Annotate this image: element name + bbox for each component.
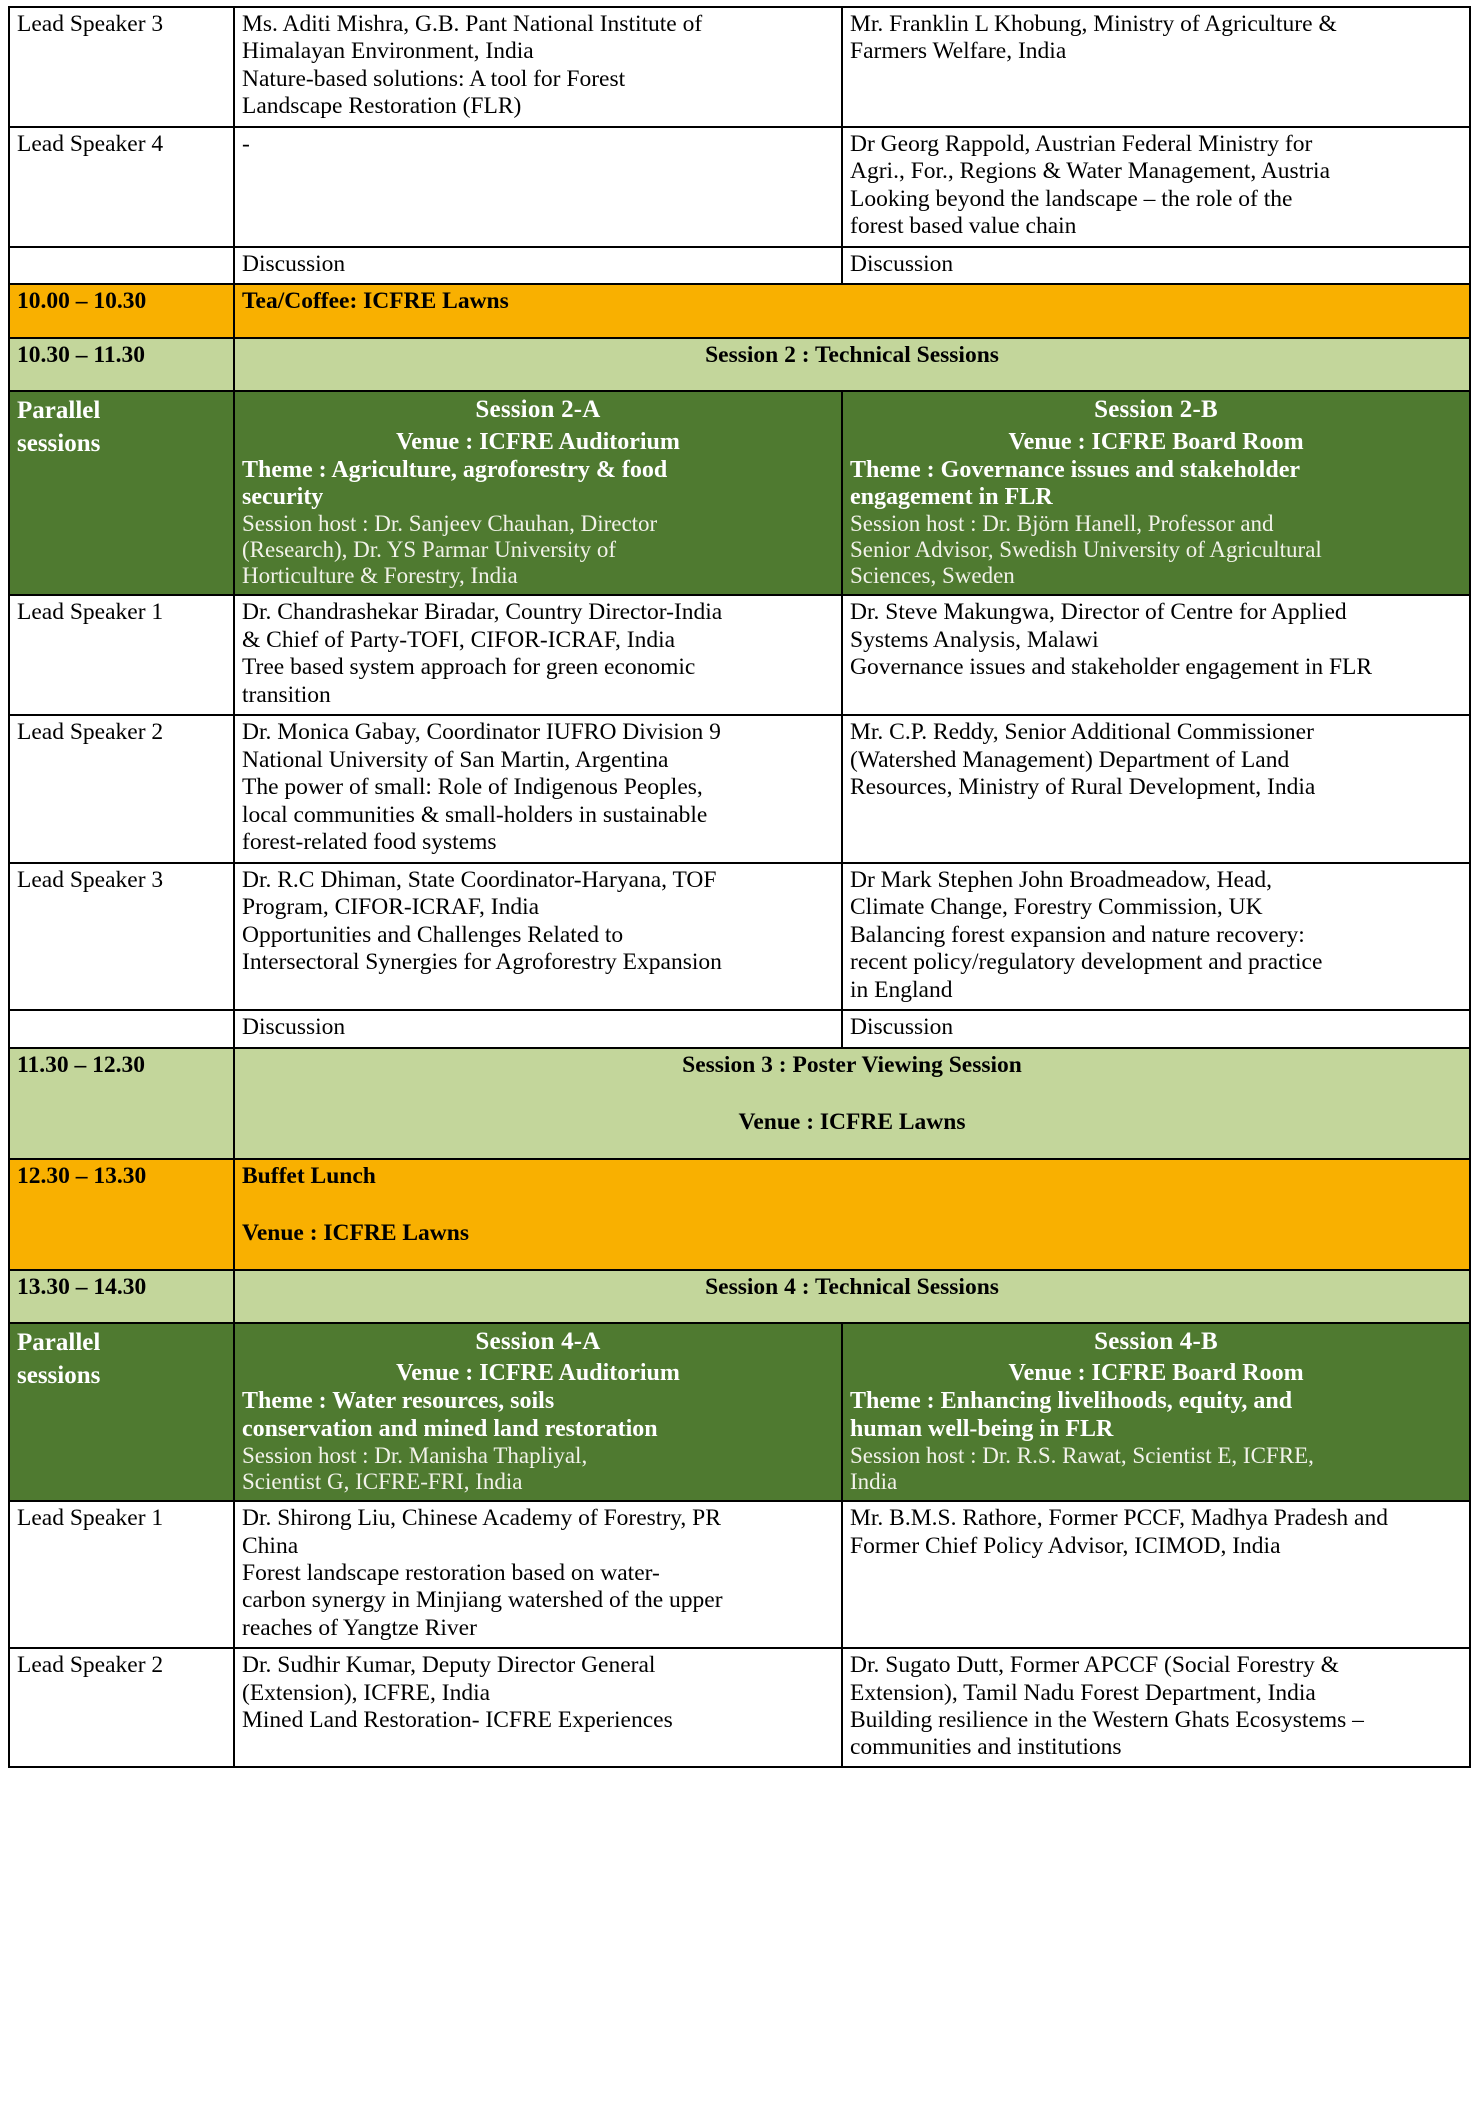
speaker-affiliation: Dr Mark Stephen John Broadmeadow, Head,	[850, 866, 1273, 893]
speaker-affiliation: Mr. C.P. Reddy, Senior Additional Commissioner	[850, 719, 1314, 746]
table-row	[9, 1648, 1470, 1767]
tea-break-row	[9, 284, 1470, 337]
session-b-cell	[842, 595, 1470, 715]
table-row	[9, 7, 1470, 127]
session-4b-venue: Venue : ICFRE Board Room	[1008, 1360, 1304, 1387]
speaker-label-cell	[9, 863, 234, 1010]
discussion-label: Discussion	[242, 250, 346, 277]
parallel-sessions-line1: Parallel	[17, 397, 101, 425]
speaker-label: Lead Speaker 1	[17, 1505, 164, 1532]
session-a-cell	[234, 595, 842, 715]
speaker-label-cell	[9, 127, 234, 247]
speaker-affiliation: & Chief of Party-TOFI, CIFOR-ICRAF, India	[242, 626, 676, 653]
talk-title: The power of small: Role of Indigenous Peoples,	[242, 774, 703, 801]
session-4b-host: Session host : Dr. R.S. Rawat, Scientist E, ICFRE,	[850, 1443, 1314, 1469]
speaker-label-cell	[9, 247, 234, 284]
speaker-affiliation: Program, CIFOR-ICRAF, India	[242, 894, 540, 921]
session-4a-host: Scientist G, ICFRE-FRI, India	[242, 1469, 523, 1495]
speaker-label-cell	[9, 595, 234, 715]
session-4a-theme: Theme : Water resources, soils	[242, 1388, 555, 1415]
session-2b-host: Sciences, Sweden	[850, 563, 1015, 589]
session-2a-host: Session host : Dr. Sanjeev Chauhan, Director	[242, 511, 658, 537]
session-b-cell	[842, 1501, 1470, 1648]
speaker-affiliation: Dr. Steve Makungwa, Director of Centre for Applied	[850, 599, 1347, 626]
speaker-affiliation: Himalayan Environment, India	[242, 38, 534, 65]
speaker-affiliation: Dr. Monica Gabay, Coordinator IUFRO Division 9	[242, 719, 721, 746]
talk-title: communities and institutions	[850, 1734, 1122, 1761]
session-4a-theme: conservation and mined land restoration	[242, 1415, 658, 1442]
talk-title: Intersectoral Synergies for Agroforestry Expansion	[242, 949, 722, 976]
table-row	[9, 715, 1470, 862]
spacer	[242, 1137, 1462, 1153]
session-2b-title: Session 2-B	[1094, 396, 1218, 424]
tea-break-cell	[234, 284, 1470, 337]
session-2a-header-cell	[234, 391, 842, 595]
speaker-affiliation: Resources, Ministry of Rural Development, India	[850, 774, 1316, 801]
session-a-cell	[234, 247, 842, 284]
spacer	[242, 369, 1462, 385]
speaker-affiliation: Dr Georg Rappold, Austrian Federal Ministry for	[850, 130, 1313, 157]
time-slot: 11.30 – 12.30	[9, 1048, 234, 1159]
session-4b-theme: Theme : Enhancing livelihoods, equity, and	[850, 1388, 1293, 1415]
discussion-label: Discussion	[850, 1014, 954, 1041]
parallel-sessions-label-cell	[9, 391, 234, 595]
table-row	[9, 1010, 1470, 1047]
talk-title: reaches of Yangtze River	[242, 1614, 477, 1641]
parallel-sessions-line2: sessions	[17, 1361, 101, 1389]
talk-title: Balancing forest expansion and nature recovery:	[850, 921, 1305, 948]
table-row	[9, 127, 1470, 247]
session-2a-theme: security	[242, 484, 324, 511]
empty-placeholder: -	[242, 130, 250, 157]
session-b-cell	[842, 1648, 1470, 1767]
session4-band-row	[9, 1270, 1470, 1323]
session-a-cell	[234, 715, 842, 862]
session-4b-host: India	[850, 1469, 898, 1495]
time-slot: 13.30 – 14.30	[9, 1270, 234, 1323]
parallel-sessions-label-cell	[9, 1323, 234, 1501]
speaker-label: Lead Speaker 3	[17, 866, 164, 893]
speaker-affiliation: Ms. Aditi Mishra, G.B. Pant National Institute of	[242, 11, 703, 37]
discussion-label: Discussion	[850, 250, 954, 277]
speaker-affiliation: Extension), Tamil Nadu Forest Department, India	[850, 1679, 1316, 1706]
speaker-affiliation: (Extension), ICFRE, India	[242, 1679, 491, 1706]
session-2b-venue: Venue : ICFRE Board Room	[1008, 428, 1304, 455]
session-4a-host: Session host : Dr. Manisha Thapliyal,	[242, 1443, 588, 1469]
session2-band-row	[9, 338, 1470, 391]
session-band-title: Session 3 : Poster Viewing Session	[682, 1051, 1022, 1078]
session-band-title: Session 2 : Technical Sessions	[705, 341, 999, 368]
speaker-affiliation: Mr. B.M.S. Rathore, Former PCCF, Madhya Pradesh and	[850, 1505, 1388, 1532]
session-a-cell	[234, 1010, 842, 1047]
session-2a-title: Session 2-A	[475, 396, 601, 424]
session-4b-theme: human well-being in FLR	[850, 1415, 1114, 1442]
session-4b-title: Session 4-B	[1094, 1328, 1218, 1356]
speaker-affiliation: Farmers Welfare, India	[850, 38, 1067, 65]
talk-title: Opportunities and Challenges Related to	[242, 921, 624, 948]
session-b-cell	[842, 127, 1470, 247]
session-a-cell	[234, 7, 842, 127]
lunch-label: Buffet Lunch	[242, 1162, 376, 1189]
talk-title: transition	[242, 681, 331, 708]
parallel-sessions-line2: sessions	[17, 429, 101, 457]
session-4b-header-cell	[842, 1323, 1470, 1501]
session-4a-title: Session 4-A	[475, 1328, 601, 1356]
talk-title: local communities & small-holders in sustainable	[242, 801, 708, 828]
speaker-affiliation: (Watershed Management) Department of Land	[850, 746, 1290, 773]
talk-title: Looking beyond the landscape – the role of the	[850, 185, 1293, 212]
talk-title: Forest landscape restoration based on water-	[242, 1560, 660, 1586]
session-b-cell	[842, 7, 1470, 127]
table-row	[9, 863, 1470, 1010]
session-2b-theme: engagement in FLR	[850, 484, 1053, 511]
session-a-cell	[234, 1648, 842, 1767]
session-2a-host: (Research), Dr. YS Parmar University of	[242, 537, 617, 563]
talk-title: Governance issues and stakeholder engagement in FLR	[850, 654, 1373, 681]
table-row	[9, 247, 1470, 284]
time-slot: 10.30 – 11.30	[9, 338, 234, 391]
session-a-cell	[234, 127, 842, 247]
talk-title: Mined Land Restoration- ICFRE Experiences	[242, 1707, 673, 1734]
speaker-label-cell	[9, 1501, 234, 1648]
speaker-affiliation: Dr. Sugato Dutt, Former APCCF (Social Forestry &	[850, 1652, 1339, 1679]
session-b-cell	[842, 247, 1470, 284]
session-b-cell	[842, 863, 1470, 1010]
table-row	[9, 1501, 1470, 1648]
table-row	[9, 595, 1470, 715]
session-band-title: Session 4 : Technical Sessions	[705, 1273, 999, 1300]
session-a-cell	[234, 1501, 842, 1648]
speaker-label: Lead Speaker 2	[17, 1652, 164, 1679]
lunch-break-cell	[234, 1159, 1470, 1270]
conference-agenda-table	[8, 6, 1471, 1768]
talk-title: Landscape Restoration (FLR)	[242, 93, 522, 120]
talk-title: in England	[850, 976, 953, 1003]
speaker-affiliation: Climate Change, Forestry Commission, UK	[850, 894, 1263, 921]
talk-title: forest-related food systems	[242, 829, 497, 856]
time-slot: 10.00 – 10.30	[9, 284, 234, 337]
session-2b-theme: Theme : Governance issues and stakeholder	[850, 456, 1300, 483]
tea-break-label: Tea/Coffee: ICFRE Lawns	[242, 288, 509, 315]
talk-title: Nature-based solutions: A tool for Forest	[242, 65, 626, 92]
session-b-cell	[842, 715, 1470, 862]
session3-venue: Venue : ICFRE Lawns	[738, 1109, 966, 1136]
speaker-affiliation: China	[242, 1532, 299, 1559]
speaker-affiliation: Dr. Chandrashekar Biradar, Country Director-India	[242, 599, 723, 626]
speaker-label: Lead Speaker 2	[17, 719, 164, 746]
lunch-venue: Venue : ICFRE Lawns	[242, 1220, 469, 1247]
speaker-affiliation: Dr. R.C Dhiman, State Coordinator-Haryana, TOF	[242, 866, 717, 893]
session-2b-header-cell	[842, 391, 1470, 595]
spacer	[242, 1079, 1462, 1109]
talk-title: carbon synergy in Minjiang watershed of the upper	[242, 1587, 723, 1614]
speaker-label-cell	[9, 1648, 234, 1767]
session-4a-venue: Venue : ICFRE Auditorium	[396, 1360, 680, 1387]
time-slot: 12.30 – 13.30	[9, 1159, 234, 1270]
speaker-label: Lead Speaker 4	[17, 130, 164, 157]
speaker-affiliation: Agri., For., Regions & Water Management, Austria	[850, 158, 1331, 185]
spacer	[242, 1301, 1462, 1317]
talk-title: recent policy/regulatory development and practice	[850, 949, 1323, 976]
session-2a-venue: Venue : ICFRE Auditorium	[396, 428, 680, 455]
speaker-label: Lead Speaker 3	[17, 11, 164, 37]
session-a-cell	[234, 863, 842, 1010]
session2-band-cell	[234, 338, 1470, 391]
session4-band-cell	[234, 1270, 1470, 1323]
speaker-affiliation: Dr. Sudhir Kumar, Deputy Director General	[242, 1652, 656, 1679]
speaker-affiliation: Systems Analysis, Malawi	[850, 626, 1099, 653]
speaker-label-cell	[9, 715, 234, 862]
parallel-sessions-line1: Parallel	[17, 1329, 101, 1357]
spacer	[242, 316, 1462, 332]
spacer	[242, 1248, 1462, 1264]
speaker-label: Lead Speaker 1	[17, 599, 164, 626]
speaker-affiliation: Former Chief Policy Advisor, ICIMOD, India	[850, 1532, 1281, 1559]
speaker-label-cell	[9, 1010, 234, 1047]
speaker-label-cell	[9, 7, 234, 127]
spacer	[242, 1190, 1462, 1220]
speaker-affiliation: Mr. Franklin L Khobung, Ministry of Agriculture &	[850, 11, 1337, 37]
session-2a-host: Horticulture & Forestry, India	[242, 563, 518, 589]
lunch-break-row	[9, 1159, 1470, 1270]
speaker-affiliation: National University of San Martin, Argentina	[242, 746, 669, 773]
discussion-label: Discussion	[242, 1014, 346, 1041]
session-2b-host: Session host : Dr. Björn Hanell, Professor and	[850, 511, 1274, 537]
speaker-affiliation: Dr. Shirong Liu, Chinese Academy of Forestry, PR	[242, 1505, 721, 1532]
session-b-cell	[842, 1010, 1470, 1047]
session4-header-row	[9, 1323, 1470, 1501]
session3-band-cell	[234, 1048, 1470, 1159]
session3-band-row	[9, 1048, 1470, 1159]
session2-header-row	[9, 391, 1470, 595]
session-2b-host: Senior Advisor, Swedish University of Agricultural	[850, 537, 1322, 563]
session-4a-header-cell	[234, 1323, 842, 1501]
talk-title: Building resilience in the Western Ghats Ecosystems –	[850, 1707, 1364, 1734]
session-2a-theme: Theme : Agriculture, agroforestry & food	[242, 456, 668, 483]
talk-title: Tree based system approach for green economic	[242, 654, 696, 681]
talk-title: forest based value chain	[850, 213, 1077, 240]
